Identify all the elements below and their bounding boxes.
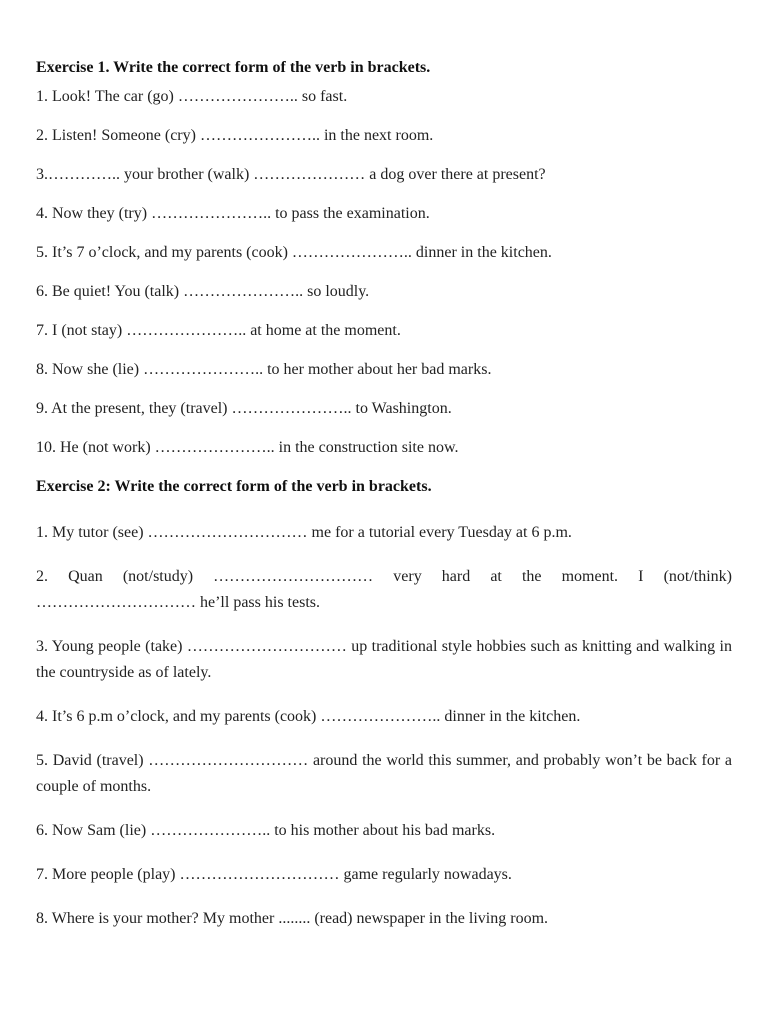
- exercise-2-item-6: 6. Now Sam (lie) ………………….. to his mother about his bad marks.: [36, 822, 496, 839]
- exercise-1-item-1: 1. Look! The car (go) ………………….. so fast.: [36, 88, 348, 105]
- exercise-1-item-8: 8. Now she (lie) ………………….. to her mother about her bad marks.: [36, 361, 492, 378]
- exercise-1-item-9: 9. At the present, they (travel) ………………….. to Washington.: [36, 400, 452, 417]
- exercise-2-item-4: 4. It’s 6 p.m o’clock, and my parents (cook) ………………….. dinner in the kitchen.: [36, 708, 581, 725]
- exercise-2-list: [36, 520, 732, 932]
- exercise-1-item-7: 7. I (not stay) ………………….. at home at the moment.: [36, 322, 401, 339]
- exercise-2-item-3: 3. Young people (take) ………………………… up traditional style hobbies such as knitting and walking in the countryside as of lately.: [36, 638, 732, 681]
- exercise-1-item-6: 6. Be quiet! You (talk) ………………….. so loudly.: [36, 283, 370, 300]
- exercise-1-item-2: 2. Listen! Someone (cry) ………………….. in the next room.: [36, 127, 434, 144]
- exercise-1-list: [36, 87, 732, 458]
- exercise-2-heading: Exercise 2: Write the correct form of the verb in brackets.: [36, 478, 432, 495]
- exercise-1-heading: Exercise 1. Write the correct form of the verb in brackets.: [36, 59, 431, 76]
- exercise-2-item-7: 7. More people (play) ………………………… game regularly nowadays.: [36, 866, 512, 883]
- exercise-1-item-10: 10. He (not work) ………………….. in the construction site now.: [36, 439, 459, 456]
- exercise-1-item-5: 5. It’s 7 o’clock, and my parents (cook) ………………….. dinner in the kitchen.: [36, 244, 552, 261]
- exercise-2-item-1: 1. My tutor (see) ………………………… me for a tutorial every Tuesday at 6 p.m.: [36, 524, 572, 541]
- exercise-1-item-3: 3.………….. your brother (walk) ………………… a dog over there at present?: [36, 166, 546, 183]
- exercise-2-item-2: 2. Quan (not/study) ………………………… very hard at the moment. I (not/think) ………………………… he’ll pass his tests.: [36, 568, 732, 611]
- exercise-2-item-8: 8. Where is your mother? My mother ........ (read) newspaper in the living room.: [36, 910, 549, 927]
- exercise-2-item-5: 5. David (travel) ………………………… around the world this summer, and probably won’t be back for a couple of months.: [36, 752, 732, 795]
- exercise-1-item-4: 4. Now they (try) ………………….. to pass the examination.: [36, 205, 430, 222]
